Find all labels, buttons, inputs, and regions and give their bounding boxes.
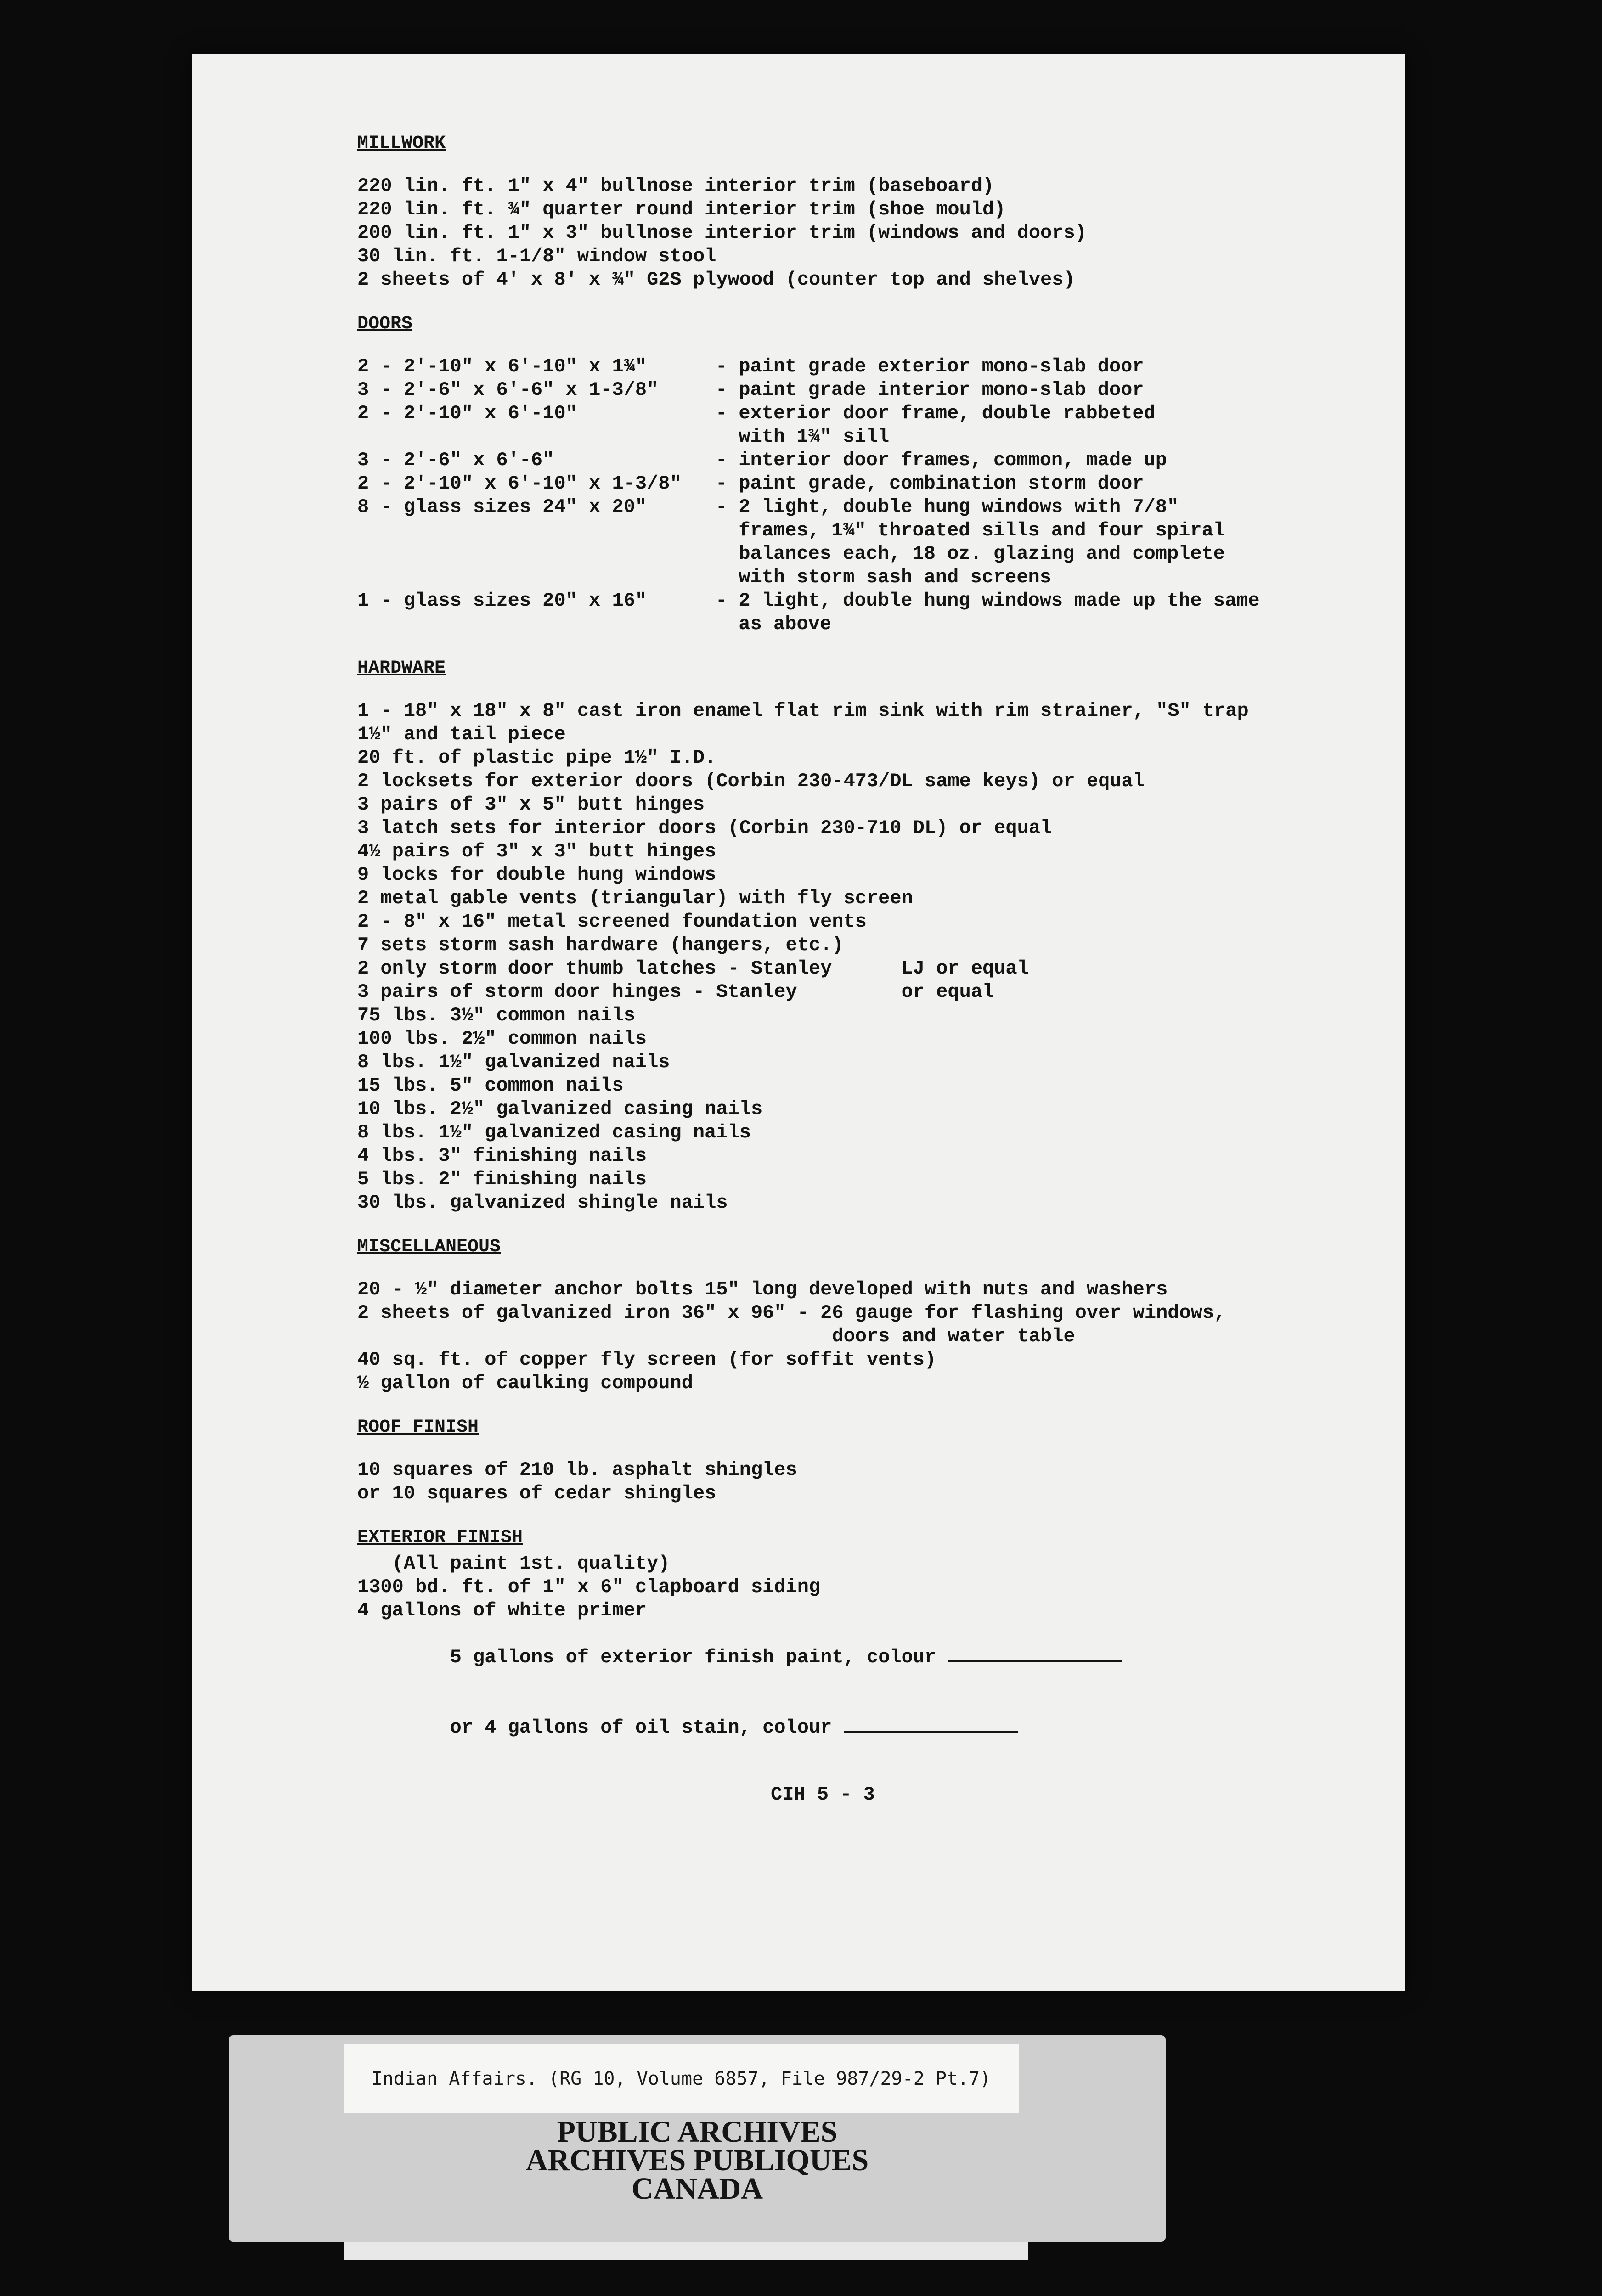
hardware-section [357, 656, 1382, 1215]
hardware-line: 2 only storm door thumb latches - Stanley LJ or equal [357, 957, 1029, 979]
door-description: - interior door frames, common, made up [716, 449, 1167, 471]
hardware-line: 2 - 8" x 16" metal screened foundation vents [357, 911, 867, 933]
millwork-heading: MILLWORK [357, 133, 446, 154]
hardware-line: 2 metal gable vents (triangular) with fly screen [357, 887, 913, 909]
paint-quality-note: (All paint 1st. quality) [357, 1553, 670, 1575]
hardware-line: 100 lbs. 2½" common nails [357, 1028, 647, 1050]
document-page [192, 54, 1405, 1991]
hardware-line: 3 latch sets for interior doors (Corbin 230-710 DL) or equal [357, 817, 1052, 839]
exterior-paint-text: 5 gallons of exterior finish paint, colour [450, 1646, 948, 1668]
archive-stamp-line: ARCHIVES PUBLIQUES [525, 2144, 869, 2177]
hardware-line: 20 ft. of plastic pipe 1½" I.D. [357, 747, 716, 769]
doors-heading: DOORS [357, 314, 413, 334]
hardware-line: 2 locksets for exterior doors (Corbin 230-473/DL same keys) or equal [357, 770, 1145, 792]
hardware-line: 1 - 18" x 18" x 8" cast iron enamel flat rim sink with rim strainer, "S" trap [357, 700, 1249, 722]
door-description: - paint grade exterior mono-slab door [716, 355, 1144, 377]
oil-stain-line [357, 1693, 1382, 1763]
colour-blank [948, 1647, 1122, 1662]
hardware-line: 30 lbs. galvanized shingle nails [357, 1192, 728, 1214]
roof-finish-section [357, 1415, 1382, 1505]
door-quantity: 2 - 2'-10" x 6'-10" x 1-3/8" [357, 473, 682, 495]
roof-finish-heading: ROOF FINISH [357, 1417, 479, 1438]
hardware-line: 7 sets storm sash hardware (hangers, etc.) [357, 934, 844, 956]
millwork-line: 200 lin. ft. 1" x 3" bullnose interior trim (windows and doors) [357, 222, 1087, 244]
hardware-line: 4½ pairs of 3" x 3" butt hinges [357, 840, 716, 862]
miscellaneous-line: doors and water table [357, 1325, 1075, 1347]
exterior-paint-line [357, 1622, 1382, 1693]
archive-reference-label: Indian Affairs. (RG 10, Volume 6857, File 987/29-2 Pt.7) [344, 2044, 1019, 2113]
door-row [357, 495, 1382, 589]
miscellaneous-heading: MISCELLANEOUS [357, 1237, 501, 1257]
exterior-finish-line: 4 gallons of white primer [357, 1599, 647, 1621]
exterior-finish-heading: EXTERIOR FINISH [357, 1527, 523, 1548]
roof-finish-line: or 10 squares of cedar shingles [357, 1482, 716, 1504]
door-quantity: 3 - 2'-6" x 6'-6" x 1-3/8" [357, 379, 659, 401]
archive-stamp-line: CANADA [632, 2172, 763, 2206]
door-quantity: 2 - 2'-10" x 6'-10" [357, 402, 577, 424]
hardware-line: 1½" and tail piece [357, 723, 566, 745]
archive-stamp [229, 2035, 1166, 2242]
millwork-line: 30 lin. ft. 1-1/8" window stool [357, 245, 716, 267]
hardware-line: 3 pairs of 3" x 5" butt hinges [357, 793, 705, 816]
archive-stamp-title [229, 2115, 1166, 2206]
door-quantity: 3 - 2'-6" x 6'-6" [357, 449, 554, 471]
page-reference: CIH 5 - 3 [771, 1784, 875, 1806]
colour-blank [844, 1717, 1018, 1733]
materials-list [357, 131, 1382, 1806]
millwork-line: 220 lin. ft. 1" x 4" bullnose interior trim (baseboard) [357, 175, 994, 197]
archive-stamp-line: PUBLIC ARCHIVES [557, 2115, 838, 2149]
hardware-line: 4 lbs. 3" finishing nails [357, 1145, 647, 1167]
door-row [357, 378, 1382, 402]
millwork-line: 220 lin. ft. ¾" quarter round interior trim (shoe mould) [357, 198, 1006, 220]
door-description: - paint grade, combination storm door [716, 473, 1144, 495]
miscellaneous-line: 2 sheets of galvanized iron 36" x 96" - 26 gauge for flashing over windows, [357, 1302, 1226, 1324]
door-description: - paint grade interior mono-slab door [716, 379, 1144, 401]
hardware-line: 10 lbs. 2½" galvanized casing nails [357, 1098, 763, 1120]
exterior-finish-line: 1300 bd. ft. of 1" x 6" clapboard siding [357, 1576, 821, 1598]
roof-finish-line: 10 squares of 210 lb. asphalt shingles [357, 1459, 797, 1481]
doors-section [357, 312, 1382, 636]
hardware-line: 75 lbs. 3½" common nails [357, 1004, 635, 1026]
hardware-line: 8 lbs. 1½" galvanized casing nails [357, 1121, 751, 1143]
door-row [357, 355, 1382, 378]
door-row [357, 472, 1382, 495]
millwork-line: 2 sheets of 4' x 8' x ¾" G2S plywood (counter top and shelves) [357, 269, 1075, 291]
hardware-line: 5 lbs. 2" finishing nails [357, 1168, 647, 1190]
hardware-line: 9 locks for double hung windows [357, 864, 716, 886]
door-description: - 2 light, double hung windows with 7/8" frames, 1¾" throated sills and four spiral balances each, 18 oz. glazing and complete with storm sash and screens [716, 496, 1225, 588]
door-quantity: 2 - 2'-10" x 6'-10" x 1¾" [357, 355, 647, 377]
miscellaneous-line: ½ gallon of caulking compound [357, 1372, 693, 1394]
hardware-line: 15 lbs. 5" common nails [357, 1075, 624, 1097]
millwork-section [357, 131, 1382, 292]
hardware-line: 3 pairs of storm door hinges - Stanley or equal [357, 981, 994, 1003]
oil-stain-text: or 4 gallons of oil stain, colour [450, 1716, 844, 1739]
door-description: - 2 light, double hung windows made up the same as above [716, 590, 1260, 635]
hardware-heading: HARDWARE [357, 658, 446, 679]
miscellaneous-section [357, 1235, 1382, 1395]
door-quantity: 1 - glass sizes 20" x 16" [357, 590, 647, 612]
door-row [357, 449, 1382, 472]
miscellaneous-line: 40 sq. ft. of copper fly screen (for soffit vents) [357, 1349, 936, 1371]
door-description: - exterior door frame, double rabbeted with 1¾" sill [716, 402, 1156, 448]
door-row [357, 402, 1382, 449]
hardware-line: 8 lbs. 1½" galvanized nails [357, 1051, 670, 1073]
miscellaneous-line: 20 - ½" diameter anchor bolts 15" long developed with nuts and washers [357, 1278, 1168, 1300]
stamp-strip [344, 2242, 1028, 2260]
door-row [357, 589, 1382, 636]
door-quantity: 8 - glass sizes 24" x 20" [357, 496, 647, 518]
exterior-finish-section [357, 1525, 1382, 1763]
